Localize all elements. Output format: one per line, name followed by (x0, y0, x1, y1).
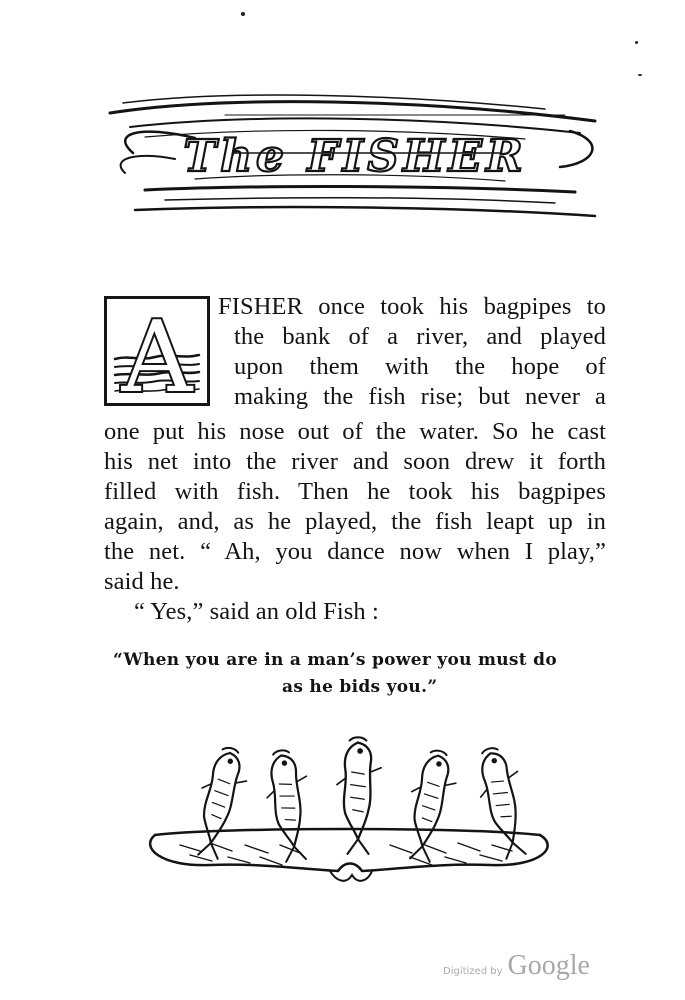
drop-cap-letter: A (121, 301, 193, 403)
print-speck (241, 12, 245, 16)
story-line: FISHER once took his bagpipes to (218, 293, 606, 320)
story-line: the bank of a river, and played (234, 323, 606, 350)
digitized-by-label: Digitized by (443, 966, 503, 977)
story-line: “ Yes,” said an old Fish : (134, 598, 379, 625)
print-speck (635, 41, 638, 44)
story-line: his net into the river and soon drew it forth (104, 448, 606, 475)
moral-line: as he bids you.” (282, 677, 438, 697)
google-logo: Google (507, 950, 590, 981)
moral-line: “When you are in a man’s power you must do (113, 650, 557, 670)
print-speck (638, 74, 642, 76)
leaping-fish (261, 747, 318, 863)
story-line: again, and, as he played, the fish leapt up in (104, 508, 606, 535)
leaping-fish (337, 737, 381, 854)
story-line: the net. “ Ah, you dance now when I play,” (104, 538, 606, 565)
story-line: making the fish rise; but never a (234, 383, 606, 410)
title-text: The FISHER (183, 131, 527, 182)
story-line: upon them with the hope of (234, 353, 606, 380)
story-line: filled with fish. Then he took his bagpipes (104, 478, 606, 505)
fish-vignette (140, 735, 560, 895)
drop-cap-frame (104, 296, 210, 406)
leaping-fish (188, 744, 252, 861)
title-banner (105, 93, 605, 223)
story-line: one put his nose out of the water. So he cast (104, 418, 606, 445)
story-line: said he. (104, 568, 180, 595)
leaping-fish (470, 743, 538, 861)
digitized-watermark (443, 950, 590, 980)
